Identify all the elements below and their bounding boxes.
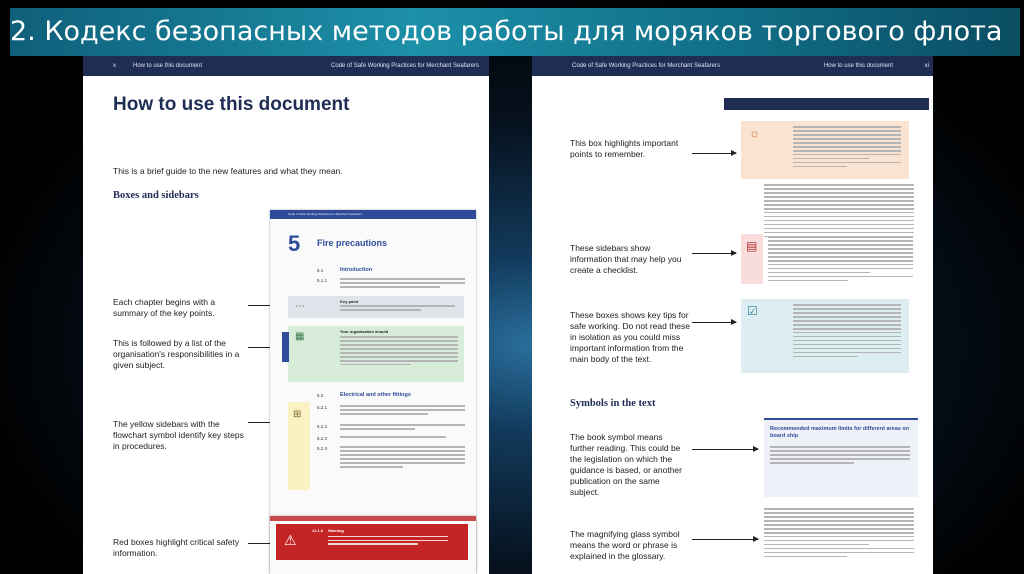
arrow-book-symbol (692, 449, 758, 450)
right-page-header (532, 56, 933, 76)
further-reading-box (764, 418, 918, 497)
annotation-red-boxes: Red boxes highlight critical safety information. (113, 537, 240, 558)
flowchart-icon: ⊞ (293, 409, 302, 420)
lightbulb-icon: ☼ (749, 126, 760, 140)
example-red-page (270, 516, 476, 574)
checklist-sidebar (741, 234, 763, 284)
section2-title: Electrical and other fittings (340, 392, 411, 398)
page-number: xi (924, 63, 929, 69)
chapter-title: Fire precautions (317, 238, 388, 248)
annotation-safe-tips: These boxes shows key tips for safe working. Do not read these in isolation as you could miss important information from the main body of the text. (570, 310, 691, 364)
header-left-text: How to use this document (133, 63, 203, 69)
page-number: x (113, 63, 116, 69)
item-number: 5.1.1 (317, 278, 328, 283)
responsibilities-box (288, 326, 464, 382)
item-number-522: 5.2.2 (317, 424, 328, 429)
annotation-checklist: These sidebars show information that may help you create a checklist. (570, 243, 682, 275)
building-icon: ▦ (295, 331, 305, 342)
left-page-header (83, 56, 489, 76)
clipboard-icon: ▤ (746, 239, 758, 253)
arrow-important-points (692, 153, 736, 154)
tip-box (741, 121, 909, 179)
annotation-important-points: This box highlights important points to remember. (570, 138, 679, 159)
section-title: Introduction (340, 267, 373, 273)
page-title: How to use this document (113, 94, 350, 115)
key-point-box (288, 296, 464, 318)
header-right-text: Code of Safe Working Practices for Merchant Seafarers (331, 63, 479, 69)
example-page-header: Code of Safe Working Practices for Merchant Seafarers (270, 210, 476, 219)
header-left-text: Code of Safe Working Practices for Merchant Seafarers (572, 63, 720, 69)
section-heading-symbols: Symbols in the text (570, 398, 656, 409)
further-reading-title: Recommended maximum limits for different areas on board ship (770, 426, 910, 439)
section-heading-boxes: Boxes and sidebars (113, 190, 199, 201)
annotation-key-points: Each chapter begins with a summary of the key points. (113, 297, 216, 318)
right-page (532, 56, 933, 574)
key-point-icon: ⋯ (295, 301, 305, 312)
arrow-magnifier-symbol (692, 539, 758, 540)
item-number-523: 5.2.3 (317, 436, 328, 441)
item-number-524: 5.2.4 (317, 446, 328, 451)
flowchart-sidebar (288, 402, 310, 490)
body-text-lines (764, 184, 914, 240)
annotation-magnifier-symbol: The magnifying glass symbol means the word or phrase is explained in the glossary. (570, 529, 680, 561)
arrow-checklist (692, 253, 736, 254)
chapter-tab (282, 332, 289, 362)
annotation-book-symbol: The book symbol means further reading. This could be the legislation on which the guidance is based, or another publication on the same subject. (570, 432, 682, 497)
warning-icon: ⚠ (284, 532, 297, 548)
intro-text: This is a brief guide to the new features and what they mean. (113, 166, 343, 176)
header-right-text: How to use this document (823, 63, 893, 69)
org-should-label: Your organisation should (340, 329, 389, 334)
section2-number: 5.2 (317, 393, 324, 398)
section-number: 5.1 (317, 268, 324, 273)
annotation-responsibilities: This is followed by a list of the organisation's responsibilities in a given subject. (113, 338, 240, 370)
warning-number: 12.1.6 (312, 528, 324, 533)
safe-working-tips-box (741, 299, 909, 373)
warning-label: Warning (328, 528, 344, 533)
item-number-521: 5.2.1 (317, 405, 328, 410)
left-page (83, 56, 489, 574)
arrow-safe-tips (692, 322, 736, 323)
annotation-flowchart: The yellow sidebars with the flowchart symbol identify key steps in procedures. (113, 419, 244, 451)
key-point-label: Key point (340, 299, 359, 304)
critical-warning-box (276, 524, 468, 560)
body-text-lines (340, 278, 465, 290)
slide-title: 2. Кодекс безопасных методов работы для моряков торгового флота (10, 8, 1020, 56)
chapter-number: 5 (288, 231, 301, 256)
example-page-header-strip (724, 98, 929, 110)
checkbox-icon: ☑ (747, 304, 758, 318)
